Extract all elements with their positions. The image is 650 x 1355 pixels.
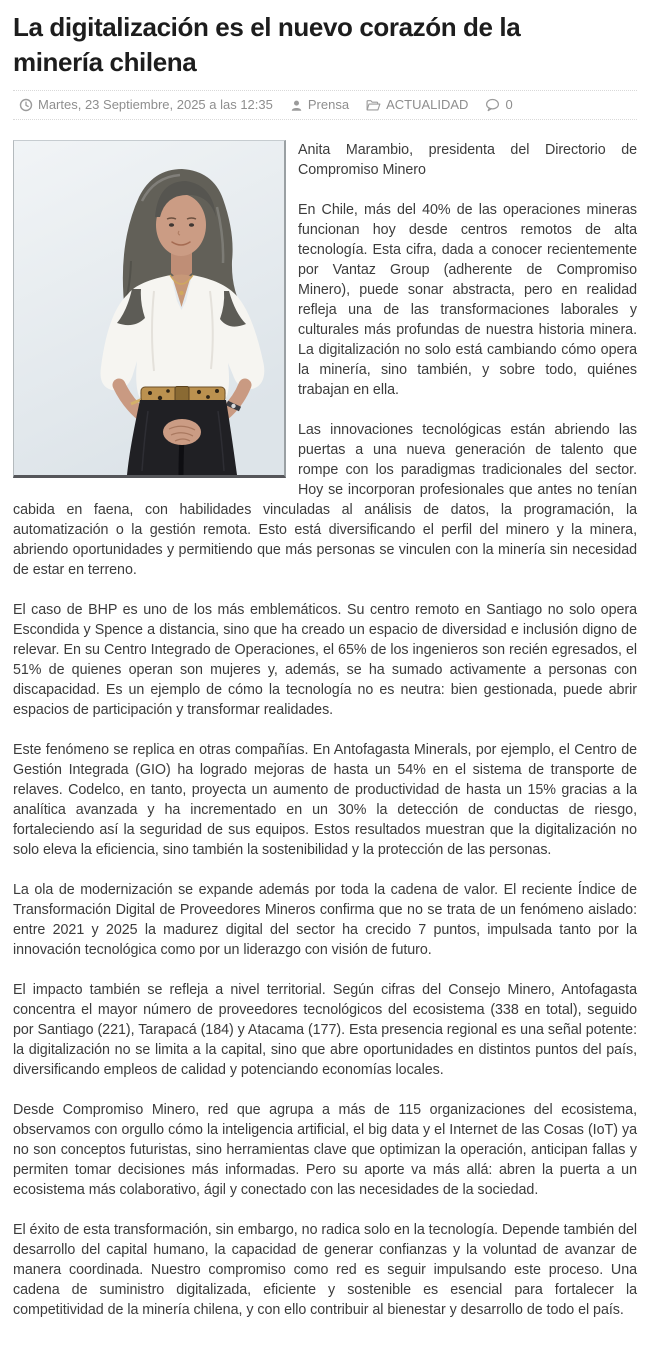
page-title bbox=[13, 10, 637, 80]
page-title-line-2: minería chilena bbox=[13, 47, 197, 77]
article-paragraph-2: Las innovaciones tecnológicas están abriendo las puertas a una nueva generación de talento que rompe con los paradigmas tradicionales del sector. Hoy se incorporan profesionales que antes no tenían cabida en faena, con habilidades vinculadas al análisis de datos, la programación, la automatización o la gestión remota. Esto está diversificando el perfil del minero y la minera, abriendo oportunidades y permitiendo que más personas se vinculen con la minería sin necesidad de estar en terreno. bbox=[13, 422, 637, 578]
category-label: ACTUALIDAD bbox=[386, 97, 469, 112]
article-paragraph-4: Este fenómeno se replica en otras compañías. En Antofagasta Minerals, por ejemplo, el Centro de Gestión Integrada (GIO) ha logrado mejoras de hasta un 54% en el sistema de transporte de relaves. Codelco, en tanto, proyecta un aumento de productividad de hasta un 15% gracias a la analítica avanzada y ha incrementado en un 30% la detección de conductas de riesgo, fortaleciendo así la seguridad de sus equipos. Estos resultados muestran que la digitalización no solo eleva la eficiencia, sino también la sostenibilidad y la protección de las personas. bbox=[13, 742, 637, 858]
publish-date-label: Martes, 23 Septiembre, 2025 a las 12:35 bbox=[38, 97, 273, 112]
clock-icon bbox=[19, 98, 33, 112]
user-icon bbox=[290, 99, 303, 112]
article-paragraph-6: El impacto también se refleja a nivel territorial. Según cifras del Consejo Minero, Antofagasta concentra el mayor número de proveedores tecnológicos del ecosistema (338 en total), seguido por Santiago (221), Tarapacá (184) y Atacama (177). Esta presencia regional es una señal potente: la digitalización no se limita a la capital, sino que abre oportunidades en distintos puntos del país, diversificando empleos de calidad y potenciando economías locales. bbox=[13, 982, 637, 1078]
article-paragraph-8: El éxito de esta transformación, sin embargo, no radica solo en la tecnología. Depende también del desarrollo del capital humano, la capacidad de generar confianzas y la voluntad de avanzar de manera coordinada. Nuestro compromiso como red es seguir impulsando este proceso. Una cadena de suministro digitalizada, eficiente y sostenible es esencial para fortalecer la competitividad de la minería chilena, y con ello contribuir al bienestar y desarrollo de todo el país. bbox=[13, 1222, 637, 1318]
folder-open-icon bbox=[366, 99, 381, 112]
comments-link[interactable] bbox=[485, 96, 512, 114]
article-paragraph-7: Desde Compromiso Minero, red que agrupa a más de 115 organizaciones del ecosistema, observamos con orgullo cómo la inteligencia artificial, el big data y el Internet de las Cosas (IoT) ya no son conceptos futuristas, sino herramientas clave que optimizan la operación, anticipan fallas y permiten tomar decisiones más informadas. Pero su aporte va más allá: abren la puerta a un ecosistema más colaborativo, ágil y conectado con las necesidades de la sociedad. bbox=[13, 1102, 637, 1198]
article-photo bbox=[13, 140, 286, 478]
publish-date bbox=[19, 96, 273, 114]
comments-count: 0 bbox=[505, 97, 513, 112]
portrait-photo bbox=[14, 141, 284, 475]
author-label: Prensa bbox=[307, 97, 350, 112]
comment-bubble-icon bbox=[485, 98, 500, 112]
article-paragraph-3: El caso de BHP es uno de los más emblemáticos. Su centro remoto en Santiago no solo opera Escondida y Spence a distancia, sino que ha creado un espacio de diversidad e inclusión digno de relevar. En su Centro Integrado de Operaciones, el 65% de los ingenieros son recién egresados, el 51% de quienes operan son mujeres y, además, se ha sumado activamente a personas con discapacidad. Es un ejemplo de cómo la tecnología no es neutra: bien gestionada, puede abrir espacios de participación y transformar realidades. bbox=[13, 602, 637, 718]
category-link[interactable] bbox=[366, 96, 468, 114]
page-title-line-1: La digitalización es el nuevo corazón de la bbox=[13, 12, 521, 42]
article-body bbox=[13, 120, 637, 1320]
article-meta-bar bbox=[13, 90, 637, 120]
article-paragraph-1: En Chile, más del 40% de las operaciones mineras funcionan hoy desde centros remotos de alta tecnología. Esta cifra, dada a conocer recientemente por Vantaz Group (adherente de Compromiso Minero), puede sonar abstracta, pero en realidad refleja una de las transformaciones laborales y culturales más profundas de nuestra historia minera. La digitalización no solo está cambiando cómo opera la minería, sino también, y sobre todo, quiénes trabajan en ella. bbox=[298, 202, 637, 398]
author-link[interactable] bbox=[290, 96, 349, 114]
image-caption: Anita Marambio, presidenta del Directorio de Compromiso Minero bbox=[298, 142, 637, 178]
article-paragraph-5: La ola de modernización se expande además por toda la cadena de valor. El reciente Índice de Transformación Digital de Proveedores Mineros confirma que no se trata de un fenómeno aislado: entre 2021 y 2025 la madurez digital del sector ha crecido 7 puntos, impulsada tanto por la innovación tecnológica como por un liderazgo con visión de futuro. bbox=[13, 882, 637, 958]
